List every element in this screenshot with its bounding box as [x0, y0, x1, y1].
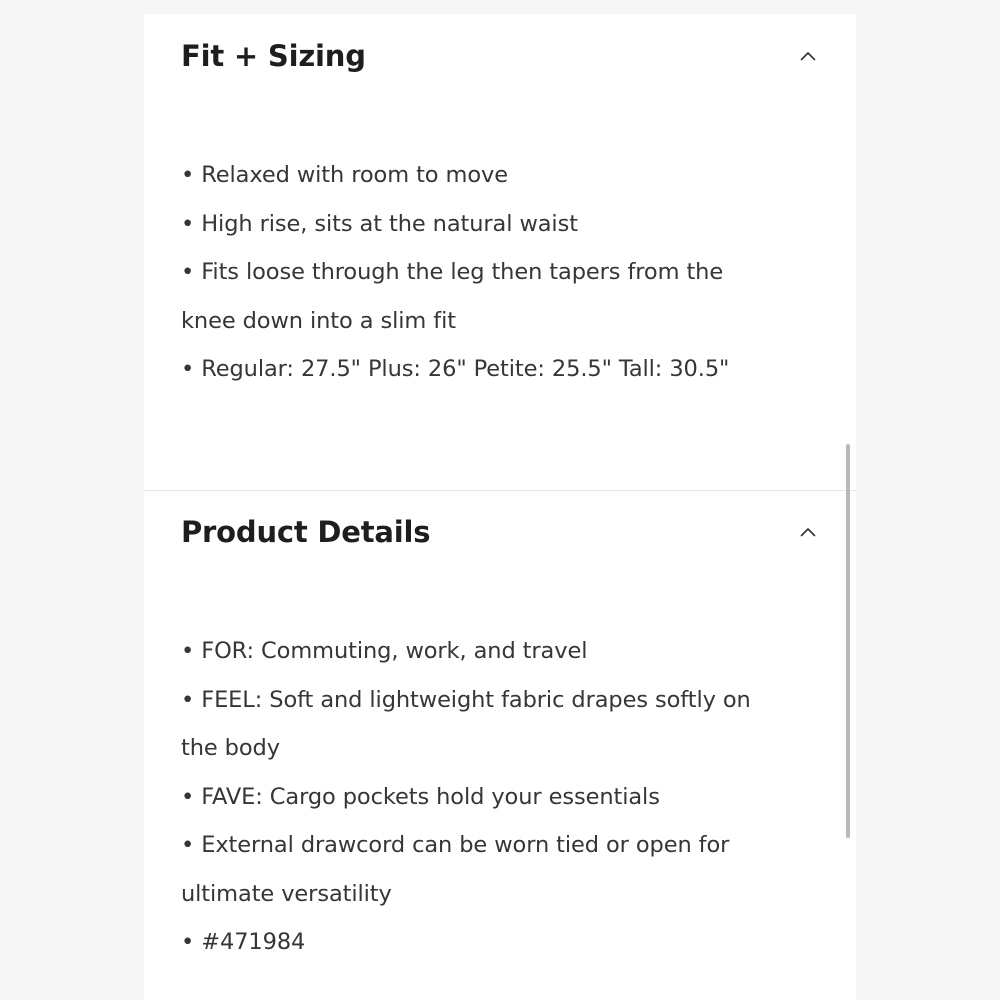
fit-sizing-line: • Fits loose through the leg then tapers from the — [181, 259, 724, 285]
fit-sizing-line: knee down into a slim fit — [181, 307, 456, 334]
product-details-line: the body — [181, 735, 280, 761]
product-info-panel — [144, 14, 856, 1000]
fit-sizing-title: Fit + Sizing — [181, 39, 366, 73]
product-details-line: • FEEL: Soft and lightweight fabric drapes softly on — [181, 686, 751, 713]
fit-sizing-line: • High rise, sits at the natural waist — [181, 210, 578, 237]
fit-sizing-content — [181, 151, 821, 394]
product-details-header[interactable] — [181, 502, 816, 562]
fit-sizing-header[interactable] — [181, 26, 816, 86]
fit-sizing-line: • Relaxed with room to move — [181, 162, 508, 188]
fit-sizing-line: • Regular: 27.5" Plus: 26" Petite: 25.5" Tall: 30.5" — [181, 356, 730, 382]
product-details-line: • FAVE: Cargo pockets hold your essentials — [181, 783, 660, 810]
chevron-up-icon[interactable] — [800, 524, 816, 540]
product-details-content — [181, 627, 821, 967]
product-details-line: • FOR: Commuting, work, and travel — [181, 638, 588, 664]
scrollbar-thumb[interactable] — [846, 444, 850, 838]
product-details-line: • External drawcord can be worn tied or open for — [181, 832, 730, 858]
product-details-line: ultimate versatility — [181, 880, 392, 907]
product-details-line: • #471984 — [181, 929, 306, 955]
section-divider — [144, 490, 856, 491]
chevron-up-icon[interactable] — [800, 48, 816, 64]
product-details-title: Product Details — [181, 515, 431, 549]
